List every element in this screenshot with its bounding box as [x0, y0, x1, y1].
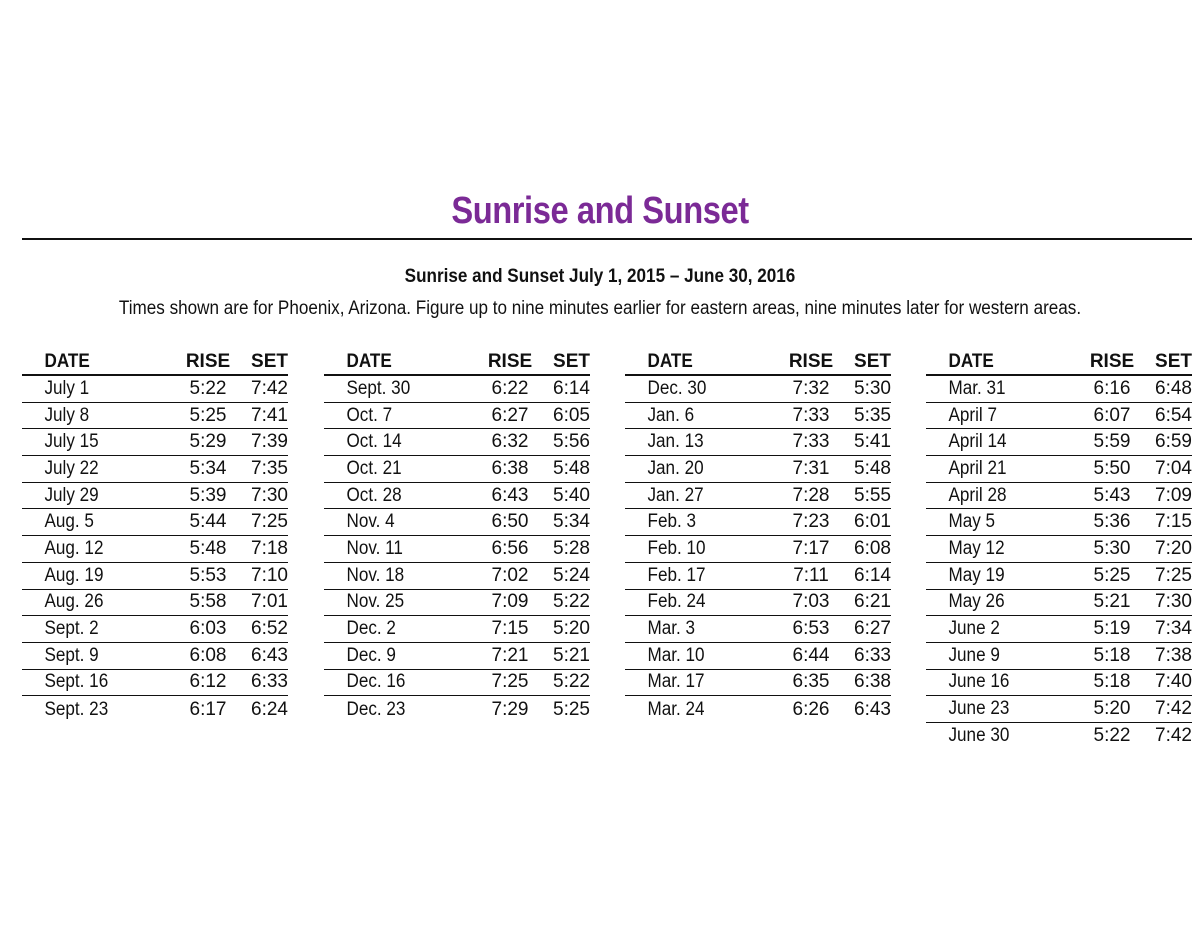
table-row: [324, 590, 590, 617]
table-row: [22, 376, 288, 403]
cell-rise: 6:27: [491, 404, 529, 426]
cell-rise: 6:56: [491, 537, 529, 559]
cell-set: 7:01: [251, 591, 288, 613]
cell-set: 7:25: [251, 511, 288, 533]
cell-set: 7:25: [1155, 564, 1192, 586]
table-row: [926, 509, 1192, 536]
cell-date: Jan. 20: [647, 457, 704, 479]
table-row: [22, 643, 288, 670]
cell-date: July 1: [44, 377, 90, 399]
cell-set: 7:35: [251, 457, 288, 479]
cell-date: Mar. 17: [647, 671, 705, 693]
header-date: DATE: [44, 350, 90, 372]
table-header: [22, 349, 288, 376]
header-rise: RISE: [185, 350, 231, 372]
cell-rise: 6:38: [491, 457, 529, 479]
cell-rise: 6:50: [491, 511, 529, 533]
cell-set: 5:24: [553, 564, 590, 586]
cell-date: Sept. 23: [44, 698, 109, 720]
cell-set: 5:21: [553, 644, 590, 666]
cell-set: 5:48: [553, 457, 590, 479]
cell-date: June 30: [948, 725, 1010, 747]
table-row: [324, 563, 590, 590]
cell-date: Aug. 12: [44, 537, 104, 559]
cell-rise: 5:43: [1093, 484, 1131, 506]
cell-rise: 5:36: [1093, 511, 1131, 533]
table-row: [625, 590, 891, 617]
table-row: [926, 616, 1192, 643]
cell-date: April 7: [948, 404, 997, 426]
cell-date: June 23: [948, 698, 1010, 720]
cell-date: Aug. 19: [44, 564, 104, 586]
cell-set: 7:30: [251, 484, 288, 506]
cell-date: Dec. 9: [346, 644, 396, 666]
cell-rise: 5:44: [189, 511, 227, 533]
cell-set: 7:42: [251, 377, 288, 399]
cell-date: Oct. 28: [346, 484, 402, 506]
header-date: DATE: [948, 350, 994, 372]
cell-date: June 2: [948, 618, 1000, 640]
table-row: [324, 376, 590, 403]
cell-date: June 9: [948, 644, 1000, 666]
cell-date: Oct. 7: [346, 404, 393, 426]
table-row: [625, 643, 891, 670]
cell-date: Mar. 24: [647, 698, 705, 720]
cell-rise: 7:28: [792, 484, 830, 506]
cell-date: Feb. 10: [647, 537, 706, 559]
sun-table-3: [625, 349, 891, 723]
cell-date: Sept. 16: [44, 671, 109, 693]
cell-rise: 5:18: [1093, 671, 1131, 693]
cell-rise: 5:34: [189, 457, 227, 479]
cell-rise: 5:18: [1093, 644, 1131, 666]
cell-date: Nov. 18: [346, 564, 405, 586]
cell-date: Aug. 5: [44, 511, 94, 533]
cell-rise: 5:53: [189, 564, 227, 586]
table-row: [625, 696, 891, 723]
sun-table-4: [926, 349, 1192, 750]
table-row: [324, 509, 590, 536]
cell-rise: 7:21: [491, 644, 529, 666]
table-row: [625, 616, 891, 643]
cell-rise: 6:35: [792, 671, 830, 693]
cell-rise: 6:44: [792, 644, 830, 666]
table-row: [22, 616, 288, 643]
cell-set: 5:30: [854, 377, 891, 399]
cell-set: 6:33: [251, 671, 288, 693]
cell-rise: 5:59: [1093, 431, 1131, 453]
cell-set: 5:20: [553, 618, 590, 640]
cell-set: 6:05: [553, 404, 590, 426]
cell-date: July 8: [44, 404, 90, 426]
cell-date: May 19: [948, 564, 1005, 586]
cell-rise: 5:19: [1093, 618, 1131, 640]
cell-set: 7:09: [1155, 484, 1192, 506]
cell-rise: 6:17: [189, 698, 227, 720]
cell-set: 6:52: [251, 618, 288, 640]
cell-rise: 6:32: [491, 431, 529, 453]
table-header: [324, 349, 590, 376]
cell-set: 6:54: [1155, 404, 1192, 426]
cell-set: 7:39: [251, 431, 288, 453]
cell-rise: 7:23: [792, 511, 830, 533]
cell-rise: 6:26: [792, 698, 830, 720]
cell-date: July 15: [44, 431, 99, 453]
table-row: [22, 456, 288, 483]
cell-rise: 6:53: [792, 618, 830, 640]
table-row: [324, 696, 590, 723]
cell-set: 7:41: [251, 404, 288, 426]
cell-rise: 6:07: [1093, 404, 1131, 426]
cell-set: 7:42: [1155, 698, 1192, 720]
cell-set: 6:24: [251, 698, 288, 720]
cell-rise: 5:21: [1093, 591, 1131, 613]
table-row: [22, 536, 288, 563]
table-row: [926, 590, 1192, 617]
table-row: [926, 670, 1192, 697]
header-set: SET: [251, 350, 288, 372]
cell-rise: 5:20: [1093, 698, 1131, 720]
table-row: [926, 563, 1192, 590]
table-row: [926, 723, 1192, 750]
cell-set: 5:56: [553, 431, 590, 453]
table-row: [22, 429, 288, 456]
header-rise: RISE: [788, 350, 834, 372]
cell-date: Jan. 6: [647, 404, 695, 426]
cell-date: Oct. 21: [346, 457, 402, 479]
cell-date: Feb. 17: [647, 564, 706, 586]
header-set: SET: [854, 350, 891, 372]
cell-rise: 5:58: [189, 591, 227, 613]
cell-date: Sept. 9: [44, 644, 99, 666]
cell-set: 6:01: [854, 511, 891, 533]
cell-rise: 6:08: [189, 644, 227, 666]
cell-set: 5:40: [553, 484, 590, 506]
table-row: [926, 376, 1192, 403]
cell-rise: 6:22: [491, 377, 529, 399]
table-row: [625, 670, 891, 697]
cell-set: 6:14: [553, 377, 590, 399]
cell-set: 5:22: [553, 591, 590, 613]
table-row: [926, 483, 1192, 510]
sun-table-2: [324, 349, 590, 723]
cell-date: April 21: [948, 457, 1007, 479]
cell-set: 7:15: [1155, 511, 1192, 533]
cell-rise: 6:03: [189, 618, 227, 640]
table-row: [324, 456, 590, 483]
cell-date: Dec. 23: [346, 698, 406, 720]
cell-set: 7:30: [1155, 591, 1192, 613]
cell-date: April 28: [948, 484, 1007, 506]
table-row: [625, 403, 891, 430]
table-row: [324, 403, 590, 430]
cell-rise: 5:48: [189, 537, 227, 559]
cell-date: Oct. 14: [346, 431, 402, 453]
cell-date: Dec. 2: [346, 618, 396, 640]
cell-set: 7:18: [251, 537, 288, 559]
cell-date: Mar. 31: [948, 377, 1006, 399]
cell-set: 7:20: [1155, 537, 1192, 559]
cell-set: 6:43: [251, 644, 288, 666]
table-row: [324, 483, 590, 510]
cell-date: Dec. 16: [346, 671, 406, 693]
cell-rise: 7:02: [491, 564, 529, 586]
table-row: [625, 456, 891, 483]
cell-date: Feb. 3: [647, 511, 696, 533]
cell-rise: 5:29: [189, 431, 227, 453]
table-row: [926, 643, 1192, 670]
cell-rise: 5:30: [1093, 537, 1131, 559]
table-row: [22, 590, 288, 617]
cell-set: 5:25: [553, 698, 590, 720]
cell-rise: 7:25: [491, 671, 529, 693]
table-row: [22, 670, 288, 697]
cell-rise: 6:16: [1093, 377, 1131, 399]
cell-rise: 7:17: [792, 537, 830, 559]
cell-set: 6:48: [1155, 377, 1192, 399]
table-row: [324, 616, 590, 643]
cell-date: Nov. 25: [346, 591, 405, 613]
table-row: [22, 563, 288, 590]
table-row: [926, 696, 1192, 723]
sun-table-1: [22, 349, 288, 723]
cell-rise: 7:29: [491, 698, 529, 720]
cell-date: Jan. 27: [647, 484, 704, 506]
cell-rise: 7:11: [793, 564, 829, 586]
cell-set: 6:43: [854, 698, 891, 720]
cell-rise: 5:50: [1093, 457, 1131, 479]
cell-rise: 7:33: [792, 431, 830, 453]
header-rise: RISE: [1089, 350, 1135, 372]
cell-set: 6:21: [854, 591, 891, 613]
header-date: DATE: [346, 350, 392, 372]
table-row: [22, 509, 288, 536]
table-row: [324, 429, 590, 456]
header-date: DATE: [647, 350, 693, 372]
table-row: [22, 696, 288, 723]
table-row: [625, 563, 891, 590]
cell-set: 5:41: [854, 431, 891, 453]
cell-date: Nov. 4: [346, 511, 395, 533]
cell-rise: 7:15: [491, 618, 529, 640]
cell-date: Nov. 11: [346, 537, 403, 559]
cell-date: Sept. 30: [346, 377, 411, 399]
cell-set: 7:40: [1155, 671, 1192, 693]
cell-set: 6:14: [854, 564, 891, 586]
header-set: SET: [553, 350, 590, 372]
table-row: [625, 536, 891, 563]
table-row: [324, 536, 590, 563]
cell-date: May 5: [948, 511, 996, 533]
cell-set: 5:22: [553, 671, 590, 693]
cell-rise: 7:31: [792, 457, 830, 479]
cell-rise: 7:32: [792, 377, 830, 399]
cell-date: Sept. 2: [44, 618, 99, 640]
table-row: [324, 643, 590, 670]
table-subtitle: Sunrise and Sunset July 1, 2015 – June 30, 2016: [404, 266, 796, 287]
table-row: [926, 429, 1192, 456]
cell-set: 5:28: [553, 537, 590, 559]
cell-set: 7:34: [1155, 618, 1192, 640]
cell-date: May 26: [948, 591, 1005, 613]
cell-rise: 5:39: [189, 484, 227, 506]
cell-date: Mar. 10: [647, 644, 705, 666]
table-row: [625, 483, 891, 510]
cell-set: 6:59: [1155, 431, 1192, 453]
cell-set: 5:48: [854, 457, 891, 479]
cell-set: 7:04: [1155, 457, 1192, 479]
title-divider: [22, 238, 1192, 240]
cell-date: July 29: [44, 484, 99, 506]
cell-rise: 5:25: [189, 404, 227, 426]
table-row: [926, 456, 1192, 483]
cell-rise: 7:33: [792, 404, 830, 426]
table-row: [926, 536, 1192, 563]
cell-rise: 5:22: [189, 377, 227, 399]
cell-set: 5:34: [553, 511, 590, 533]
cell-set: 6:33: [854, 644, 891, 666]
cell-rise: 7:09: [491, 591, 529, 613]
cell-set: 6:08: [854, 537, 891, 559]
table-row: [625, 376, 891, 403]
table-header: [625, 349, 891, 376]
cell-date: June 16: [948, 671, 1010, 693]
table-row: [625, 429, 891, 456]
cell-date: April 14: [948, 431, 1007, 453]
cell-date: Aug. 26: [44, 591, 104, 613]
cell-rise: 5:22: [1093, 725, 1131, 747]
cell-date: Mar. 3: [647, 618, 696, 640]
cell-set: 5:35: [854, 404, 891, 426]
cell-set: 7:38: [1155, 644, 1192, 666]
cell-set: 7:10: [251, 564, 288, 586]
page-title: Sunrise and Sunset: [451, 190, 749, 232]
header-set: SET: [1155, 350, 1192, 372]
table-row: [625, 509, 891, 536]
header-rise: RISE: [487, 350, 533, 372]
cell-date: July 22: [44, 457, 99, 479]
cell-set: 6:27: [854, 618, 891, 640]
cell-rise: 5:25: [1093, 564, 1131, 586]
cell-rise: 6:12: [189, 671, 227, 693]
table-row: [22, 483, 288, 510]
cell-set: 6:38: [854, 671, 891, 693]
cell-rise: 6:43: [491, 484, 529, 506]
cell-set: 7:42: [1155, 725, 1192, 747]
table-row: [22, 403, 288, 430]
location-note: Times shown are for Phoenix, Arizona. Figure up to nine minutes earlier for eastern areas, nine minutes later for western areas.: [118, 298, 1082, 319]
cell-set: 5:55: [854, 484, 891, 506]
cell-rise: 7:03: [792, 591, 830, 613]
table-header: [926, 349, 1192, 376]
table-row: [324, 670, 590, 697]
table-row: [926, 403, 1192, 430]
cell-date: Dec. 30: [647, 377, 707, 399]
cell-date: May 12: [948, 537, 1005, 559]
cell-date: Jan. 13: [647, 431, 704, 453]
cell-date: Feb. 24: [647, 591, 706, 613]
